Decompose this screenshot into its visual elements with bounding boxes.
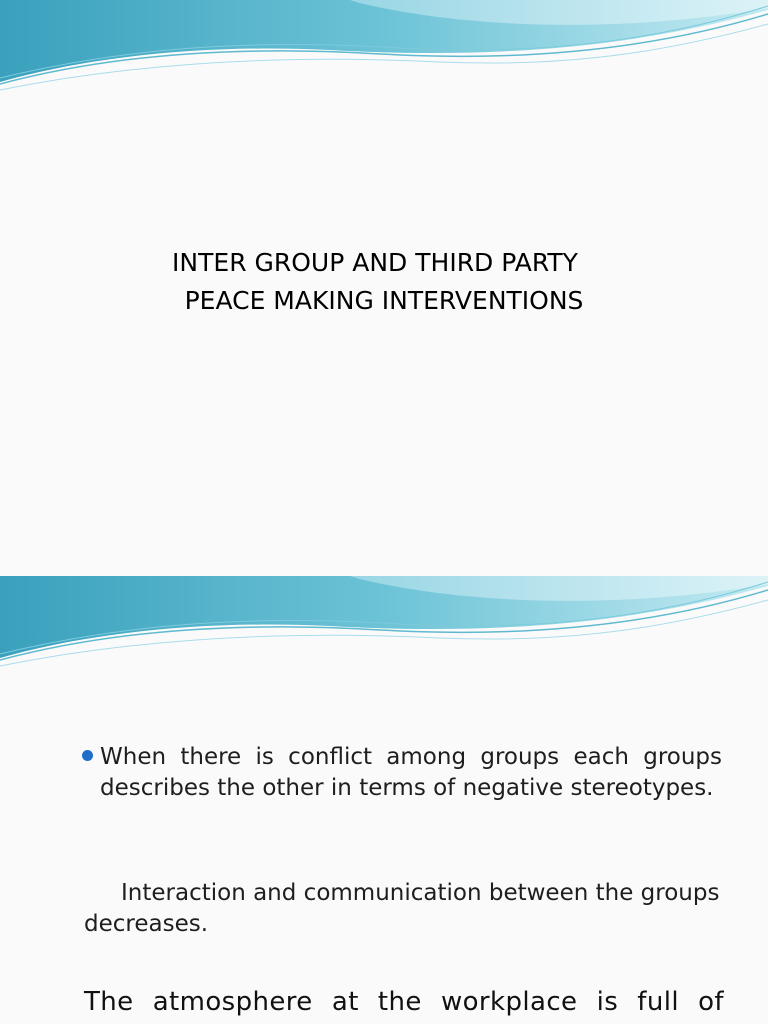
- wave-decoration: [0, 576, 768, 686]
- wave-decoration: [0, 0, 768, 110]
- slide-title: [0, 244, 768, 320]
- title-line-1: INTER GROUP AND THIRD PARTY: [172, 248, 578, 277]
- bullet-text: When there is conflict among groups each groups describes the other in terms of negative stereotypes.: [100, 744, 722, 801]
- slide-2: [0, 576, 768, 1024]
- paragraph-interaction: Interaction and communication between the groups decreases.: [84, 880, 720, 937]
- paragraph-atmosphere: The atmosphere at the workplace is full of: [84, 987, 724, 1017]
- bullet-dot-icon: [82, 750, 93, 761]
- title-line-2: PEACE MAKING INTERVENTIONS: [184, 286, 584, 315]
- bullet-item: [82, 742, 722, 804]
